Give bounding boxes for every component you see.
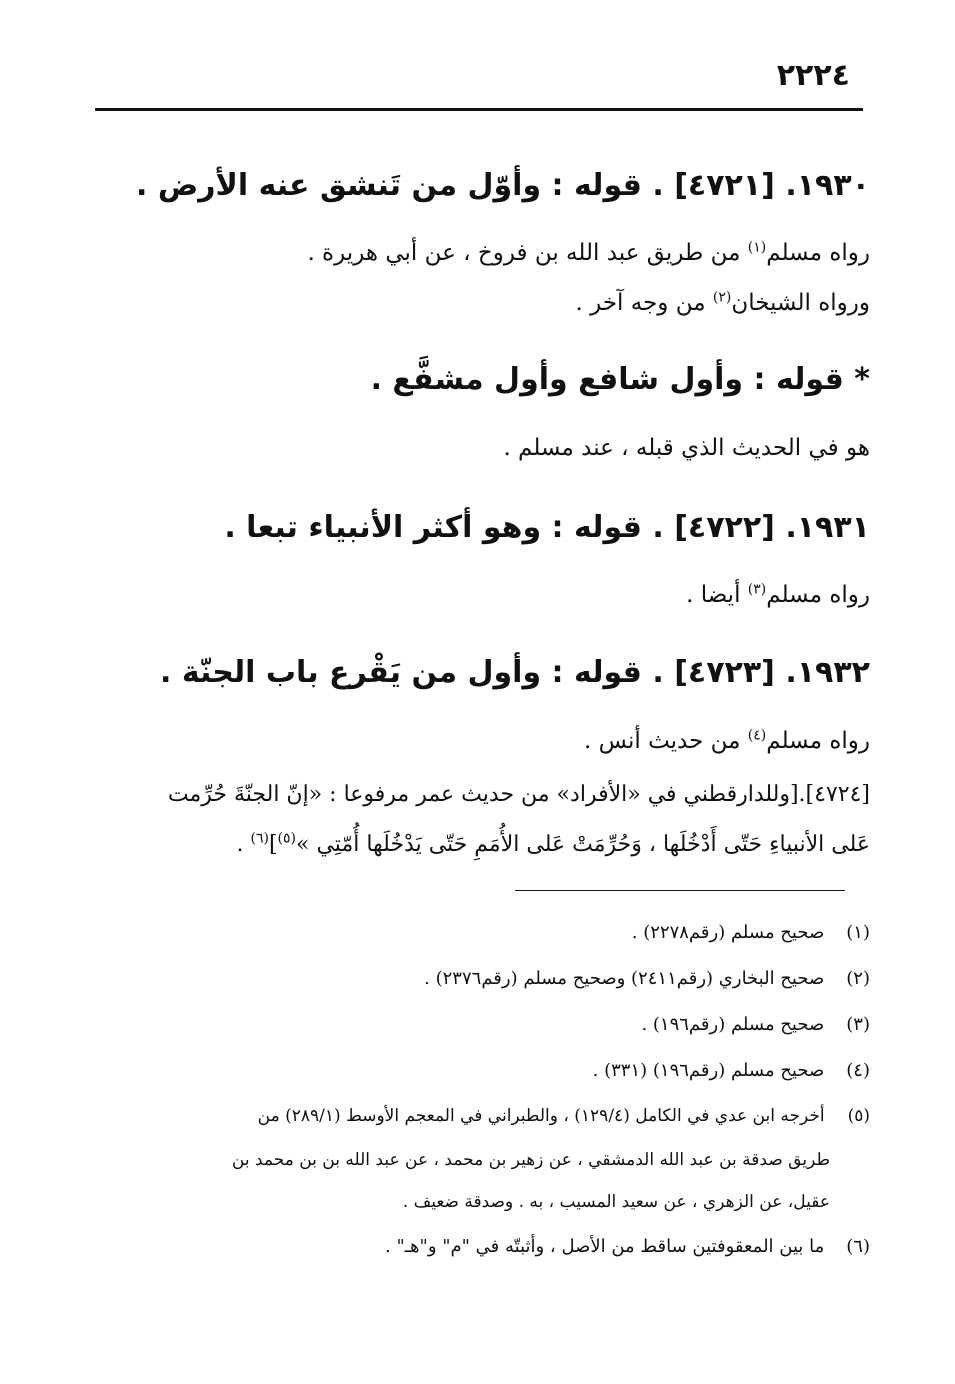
- entry-line: رواه مسلم$^{(٣)}$ أيضا .: [686, 581, 870, 608]
- entry-ref: [٤٧٢٣]: [674, 655, 775, 690]
- entry-line: ورواه الشيخان$^{(٢)}$ من وجه آخر .: [575, 289, 870, 316]
- footnote-5-cont-1: طريق صدقة بن عبد الله الدمشقي ، عن زهير بن محمد ، عن عبد الله بن بن محمد بن: [231, 1150, 830, 1170]
- footnote-6: [385, 1236, 870, 1257]
- footnote-5-cont-2: عقيل، عن الزهري ، عن سعيد المسيب ، به . وصدقة ضعيف .: [402, 1192, 830, 1212]
- entry-number: ١٩٣٢: [796, 655, 870, 690]
- footnote-text: صحيح مسلم (رقم١٩٦) (٣٣١) .: [592, 1060, 825, 1081]
- entry-text: . قوله : وأوّل من تَنشق عنه الأرض .: [136, 168, 664, 203]
- footnote-5: [258, 1106, 870, 1126]
- footnote-text: صحيح البخاري (رقم٢٤١١) وصحيح مسلم (رقم٢٣٧٦) .: [424, 968, 825, 989]
- page-number: ٢٢٢٤: [776, 58, 850, 93]
- entry-line: رواه مسلم$^{(١)}$ من طريق عبد الله بن فروخ ، عن أبي هريرة .: [307, 239, 870, 266]
- footnote-number: (٥): [847, 1106, 870, 1126]
- entry-heading-1932: ١٩٣٢. [٤٧٢٣] . قوله : وأول من يَقْرع باب الجنّة .: [160, 655, 870, 690]
- footnote-text: أخرجه ابن عدي في الكامل (١٢٩/٤) ، والطبراني في المعجم الأوسط (٢٨٩/١) من: [257, 1106, 825, 1126]
- entry-text: . قوله : وهو أكثر الأنبياء تبعا .: [224, 510, 664, 545]
- footnote-number: (٦): [846, 1236, 870, 1257]
- footnote-number: (٢): [846, 968, 870, 989]
- entry-number: ١٩٣٠: [796, 168, 870, 203]
- footnote-ref[interactable]: (٣): [747, 581, 767, 598]
- footnote-ref[interactable]: (٦): [250, 830, 269, 847]
- footnote-2: [424, 968, 870, 989]
- footnote-ref[interactable]: (٥): [277, 830, 297, 847]
- footnote-rule: [515, 890, 845, 891]
- entry-heading-1931: ١٩٣١. [٤٧٢٢] . قوله : وهو أكثر الأنبياء تبعا .: [224, 510, 870, 545]
- entry-line: رواه مسلم$^{(٤)}$ من حديث أنس .: [584, 727, 870, 754]
- entry-line: هو في الحديث الذي قبله ، عند مسلم .: [503, 435, 870, 461]
- footnote-number: (٤): [846, 1060, 870, 1081]
- footnote-text: صحيح مسلم (رقم١٩٦) .: [641, 1014, 825, 1035]
- footnote-ref[interactable]: (٢): [712, 289, 732, 306]
- entry-heading-1930: ١٩٣٠. [٤٧٢١] . قوله : وأوّل من تَنشق عنه الأرض .: [136, 168, 870, 203]
- entry-text: . قوله : وأول من يَقْرع باب الجنّة .: [160, 655, 664, 690]
- footnote-ref[interactable]: (١): [747, 239, 767, 256]
- footnote-4: [593, 1060, 870, 1081]
- entry-number: ١٩٣١: [796, 510, 870, 545]
- footnote-number: (٣): [846, 1014, 870, 1035]
- quote-line-1: [٤٧٢٤].[وللدارقطني في «الأفراد» من حديث عمر مرفوعا : «إنّ الجنّةَ حُرِّمت: [167, 782, 870, 807]
- footnote-text: ما بين المعقوفتين ساقط من الأصل ، وأثبتّه في "م" و"هـ" .: [385, 1236, 825, 1257]
- entry-ref: [٤٧٢٢]: [674, 510, 775, 545]
- footnote-3: [641, 1014, 870, 1035]
- entry-ref: [٤٧٢١]: [674, 168, 775, 203]
- entry-heading-star: * قوله : وأول شافع وأول مشفَّع .: [370, 362, 870, 397]
- header-rule: [95, 108, 863, 111]
- footnote-number: (١): [846, 922, 870, 943]
- footnote-text: صحيح مسلم (رقم٢٢٧٨) .: [631, 922, 825, 943]
- quote-line-2: عَلى الأنبياءِ حَتّى أَدْخُلَها ، وَحُرِّمَتْ عَلى الأُمَمِ حَتّى يَدْخُلَها أُمّتِي »$^{(٥)}$]$^{(٦)}$ .: [236, 830, 870, 857]
- footnote-1: [632, 922, 870, 943]
- footnote-ref[interactable]: (٤): [747, 727, 767, 744]
